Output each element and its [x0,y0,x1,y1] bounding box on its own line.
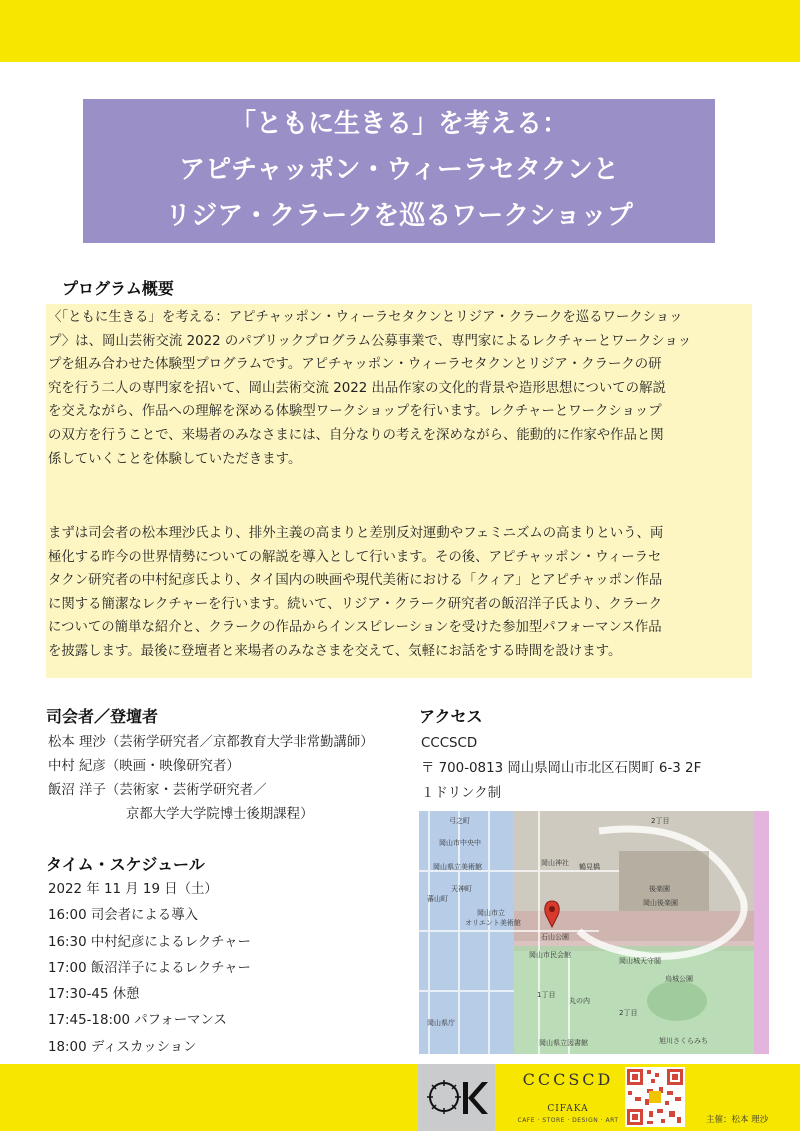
map-label: 岡山市立 [477,909,505,917]
map-label: 岡山県庁 [427,1019,455,1027]
speaker-line: 中村 紀彦（映画・映像研究者） [48,759,240,774]
para1-line: プ〉は、岡山芸術交流 2022 のパブリックプログラム公募事業で、専門家によるレクチャーとワークショッ [48,333,692,349]
para2-line: タクン研究者の中村紀彦氏より、タイ国内の映画や現代美術における「クィア」とアピチャッポン作品 [48,573,663,589]
drink-note: １ドリンク制 [421,786,502,801]
para1-line: 係していくことを体験していただきます。 [48,451,302,467]
title-line-2: アピチャッポン・ウィーラセタクンと [179,155,619,185]
map-label: 烏城公園 [665,975,693,983]
ok-logo [418,1064,495,1131]
para1-line: の双方を行うことで、来場者のみなさまには、自分なりの考えを深めながら、能動的に作家や作品と関 [48,427,664,443]
map-label: 天神町 [451,885,472,893]
map-label: 丸の内 [569,997,590,1005]
access-map[interactable] [419,811,769,1054]
map-label: 1丁目 [537,991,556,999]
map-label: 石山公園 [541,933,569,941]
access-list [421,731,701,806]
cccscd-logo-text: CCCSCD [522,1070,614,1089]
title-banner [83,99,715,243]
para1-line: プを組み合わせた体験型プログラムです。アピチャッポン・ウィーラセタクンとリジア・クラークの研 [48,357,662,373]
overview-paragraph-1 [48,306,750,471]
map-label: 後楽園 [649,885,670,893]
schedule-item: 17:45-18:00 パフォーマンス [48,1013,227,1029]
para1-line: 究を行う二人の専門家を招いて、岡山芸術交流 2022 出品作家の文化的背景や造形思想についての解説 [48,380,666,396]
schedule-list [48,877,251,1061]
para2-line: まずは司会者の松本理沙氏より、排外主義の高まりと差別反対運動やフェミニズムの高まりという、両 [48,526,664,541]
map-label: 岡山市民会館 [529,951,571,959]
para2-line: 極化する昨今の世界情勢についての解説を導入として行います。その後、アピチャッポン・ウィーラセ [48,549,662,565]
map-label: 岡山県立図書館 [539,1039,588,1047]
speaker-line: 松本 理沙（芸術学研究者／京都教育大学非常勤講師） [48,735,374,750]
schedule-heading: タイム・スケジュール [46,855,205,874]
access-heading: アクセス [419,707,483,726]
ok-logo-icon [418,1064,495,1131]
para1-line: を交えながら、作品への理解を深める体験型ワークショップを行います。レクチャーとワークショップ [48,404,662,420]
speaker-line: 京都大学大学院博士後期課程） [126,807,314,822]
venue-address: 〒 700-0813 岡山県岡山市北区石関町 6-3 2F [421,761,702,776]
map-label: 岡山城天守閣 [619,957,661,965]
speaker-line: 飯沼 洋子（芸術家・芸術学研究者／ [48,783,267,798]
para2-line: についての簡単な紹介と、クラークの作品からインスピレーションを受けた参加型パフォーマンス作品 [48,620,662,636]
cifaka-tagline: CAFE · STORE · DESIGN · ART [517,1117,619,1124]
cifaka-logo-text: CIFAKA [547,1104,589,1114]
qr-code-icon [625,1067,685,1127]
speakers-list [48,731,374,827]
map-label: 2丁目 [651,817,670,825]
schedule-item: 17:00 飯沼洋子によるレクチャー [48,960,251,976]
map-label: 旭川さくらみち [659,1037,708,1045]
map-label: 岡山県立美術館 [433,863,482,871]
schedule-item: 17:30-45 休憩 [48,987,140,1003]
map-label: 岡山後楽園 [643,899,678,907]
title-line-1: 「ともに生きる」を考える： [229,109,568,139]
schedule-item: 2022 年 11 月 19 日（土） [48,882,218,897]
organizer-credit: 主催：松本 理沙 [706,1115,769,1125]
overview-heading: プログラム概要 [62,279,174,298]
top-yellow-band [0,0,800,62]
map-label: 蕃山町 [427,895,448,903]
map-label: 弓之町 [449,817,470,825]
schedule-item: 16:00 司会者による導入 [48,908,198,924]
para2-line: を披露します。最後に登壇者と来場者のみなさまを交えて、気軽にお話をする時間を設けます。 [48,643,622,659]
para2-line: に関する簡潔なレクチャーを行います。続いて、リジア・クラーク研究者の飯沼洋子氏より、クラーク [48,596,662,612]
schedule-item: 16:30 中村紀彦によるレクチャー [48,934,251,950]
venue-name: CCCSCD [421,736,478,751]
schedule-item: 18:00 ディスカッション [48,1039,197,1055]
map-label: 鶴見橋 [579,863,600,871]
map-label: 2丁目 [619,1009,638,1017]
speakers-heading: 司会者／登壇者 [46,707,159,726]
para1-line: 〈「ともに生きる」を考える：アピチャッポン・ウィーラセタクンとリジア・クラークを巡るワークショッ [48,310,683,325]
qr-code[interactable] [625,1067,685,1127]
overview-paragraph-2 [48,522,750,664]
map-label: 岡山市中央中 [439,839,481,847]
map-label: 岡山神社 [541,859,569,867]
map-graphic [419,811,769,1054]
map-label: オリエント美術館 [465,919,521,927]
title-line-3: リジア・クラークを巡るワークショップ [165,201,633,231]
